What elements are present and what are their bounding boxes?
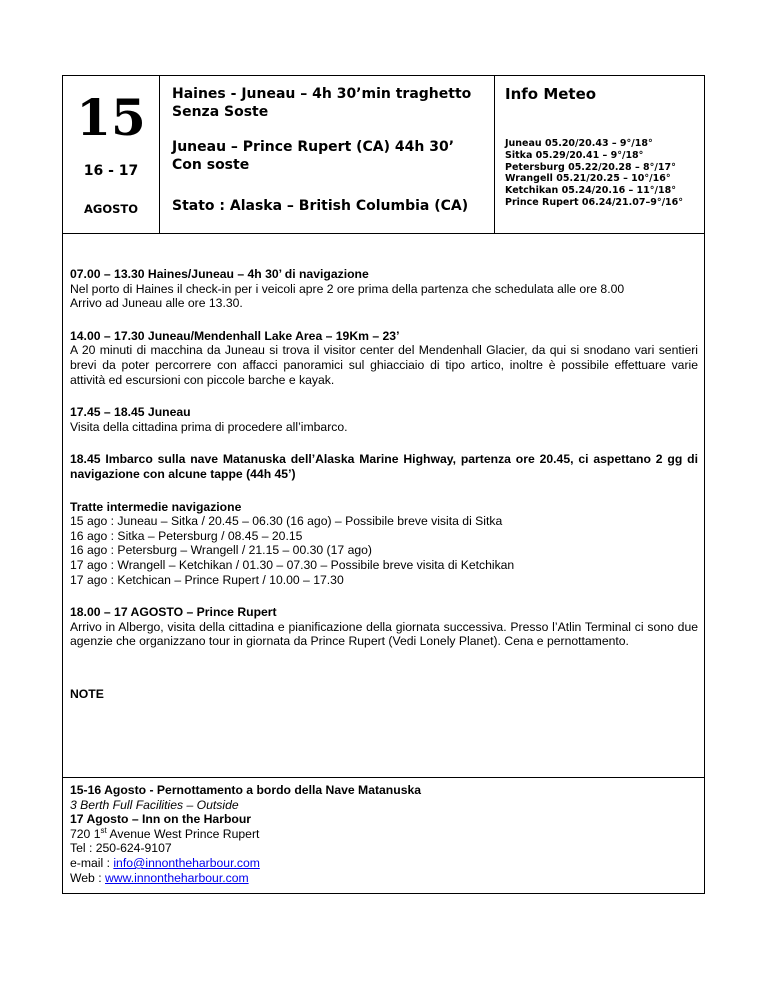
section-intermediate-legs <box>70 500 698 588</box>
leg-line: 15 ago : Juneau – Sitka / 20.45 – 06.30 (16 ago) – Possibile breve visita di Sitka <box>70 514 503 529</box>
section-boarding <box>70 452 698 481</box>
meteo-list <box>505 138 683 209</box>
section-title: 14.00 – 17.30 Juneau/Mendenhall Lake Area – 19Km – 23’ <box>70 328 400 343</box>
itinerary-table <box>62 75 705 894</box>
notes-label: NOTE <box>70 687 104 701</box>
route-line: Senza Soste <box>172 104 269 120</box>
section-mendenhall <box>70 329 698 387</box>
meteo-item: Sitka 05.29/20.41 – 9°/18° <box>505 149 644 161</box>
web-link[interactable]: www.innontheharbour.com <box>105 870 249 885</box>
section-title: 18.45 Imbarco sulla nave Matanuska dell’Alaska Marine Highway, partenza ore 20.45, ci aspettano 2 gg di navigazione con alcune tappe (44h 45’) <box>70 452 698 481</box>
hotel-web-row <box>70 871 421 886</box>
web-label: Web : <box>70 870 105 885</box>
route-haines-juneau <box>172 85 492 121</box>
route-line: Juneau – Prince Rupert (CA) 44h 30’ <box>172 139 455 155</box>
state-label: Stato : Alaska – British Columbia (CA) <box>172 198 469 214</box>
section-line: Nel porto di Haines il check-in per i veicoli apre 2 ore prima della partenza che schedulata alle ore 8.00 <box>70 281 625 296</box>
section-prince-rupert <box>70 605 698 649</box>
section-title: 17.45 – 18.45 Juneau <box>70 405 191 420</box>
day-number: 15 <box>76 88 146 147</box>
section-line: Arrivo ad Juneau alle ore 13.30. <box>70 296 243 311</box>
route-line: Haines - Juneau – 4h 30’min traghetto <box>172 86 472 102</box>
leg-line: 16 ago : Sitka – Petersburg / 08.45 – 20.15 <box>70 528 303 543</box>
header-row <box>63 76 704 234</box>
leg-line: 17 ago : Wrangell – Ketchikan / 01.30 – 07.30 – Possibile breve visita di Ketchikan <box>70 557 515 572</box>
meteo-item: Petersburg 05.22/20.28 – 8°/17° <box>505 161 676 173</box>
meteo-item: Juneau 05.20/20.43 – 9°/18° <box>505 138 653 149</box>
section-juneau-visit <box>70 405 698 434</box>
column-divider <box>494 76 495 233</box>
day-range: 16 - 17 <box>83 163 139 179</box>
leg-line: 16 ago : Petersburg – Wrangell / 21.15 – 00.30 (17 ago) <box>70 543 372 558</box>
accommodation-footer <box>70 783 421 885</box>
leg-line: 17 ago : Ketchican – Prince Rupert / 10.00 – 17.30 <box>70 572 344 587</box>
accommodation-line: 3 Berth Full Facilities – Outside <box>70 797 239 812</box>
section-text: A 20 minuti di macchina da Juneau si trova il visitor center del Mendenhall Glacier, da qui si snodano vari sentieri brevi da poter percorrere con affacci panoramici sul ghiacciaio di tipo artico, inoltre è possibile effettuare varie attività ed escursioni con piccole barche e kayak. <box>70 343 698 387</box>
month-label: AGOSTO <box>83 202 139 216</box>
address-number: 720 1 <box>70 826 101 841</box>
itinerary-body <box>70 267 698 667</box>
section-title: Tratte intermedie navigazione <box>70 499 242 514</box>
hotel-phone: Tel : 250-624-9107 <box>70 841 172 856</box>
address-ordinal: st <box>100 825 107 835</box>
accommodation-line: 15-16 Agosto - Pernottamento a bordo della Nave Matanuska <box>70 783 422 797</box>
section-title: 07.00 – 13.30 Haines/Juneau – 4h 30’ di navigazione <box>70 267 369 281</box>
route-juneau-prince-rupert <box>172 138 492 174</box>
meteo-title: Info Meteo <box>505 85 597 103</box>
section-text: Arrivo in Albergo, visita della cittadina e pianificazione della giornata successiva. Presso l’Atlin Terminal ci sono due agenzie che organizzano tour in giornata da Prince Rupert (Vedi Lonely Planet). Cena e pernottamento. <box>70 619 698 649</box>
meteo-item: Wrangell 05.21/20.25 – 10°/16° <box>505 173 671 185</box>
hotel-name: 17 Agosto – Inn on the Harbour <box>70 812 252 827</box>
hotel-address <box>70 827 421 842</box>
meteo-item: Prince Rupert 06.24/21.07–9°/16° <box>505 196 684 208</box>
hotel-email-row <box>70 856 421 871</box>
section-title: 18.00 – 17 AGOSTO – Prince Rupert <box>70 605 277 620</box>
section-haines-juneau <box>70 267 698 311</box>
column-divider <box>159 76 160 233</box>
section-text: Visita della cittadina prima di procedere all’imbarco. <box>70 419 348 434</box>
meteo-item: Ketchikan 05.24/20.16 – 11°/18° <box>505 185 676 197</box>
route-line: Con soste <box>172 157 250 173</box>
email-label: e-mail : <box>70 855 114 870</box>
footer-divider <box>63 777 704 778</box>
email-link[interactable]: info@innontheharbour.com <box>113 855 260 870</box>
address-street: Avenue West Prince Rupert <box>106 826 260 841</box>
